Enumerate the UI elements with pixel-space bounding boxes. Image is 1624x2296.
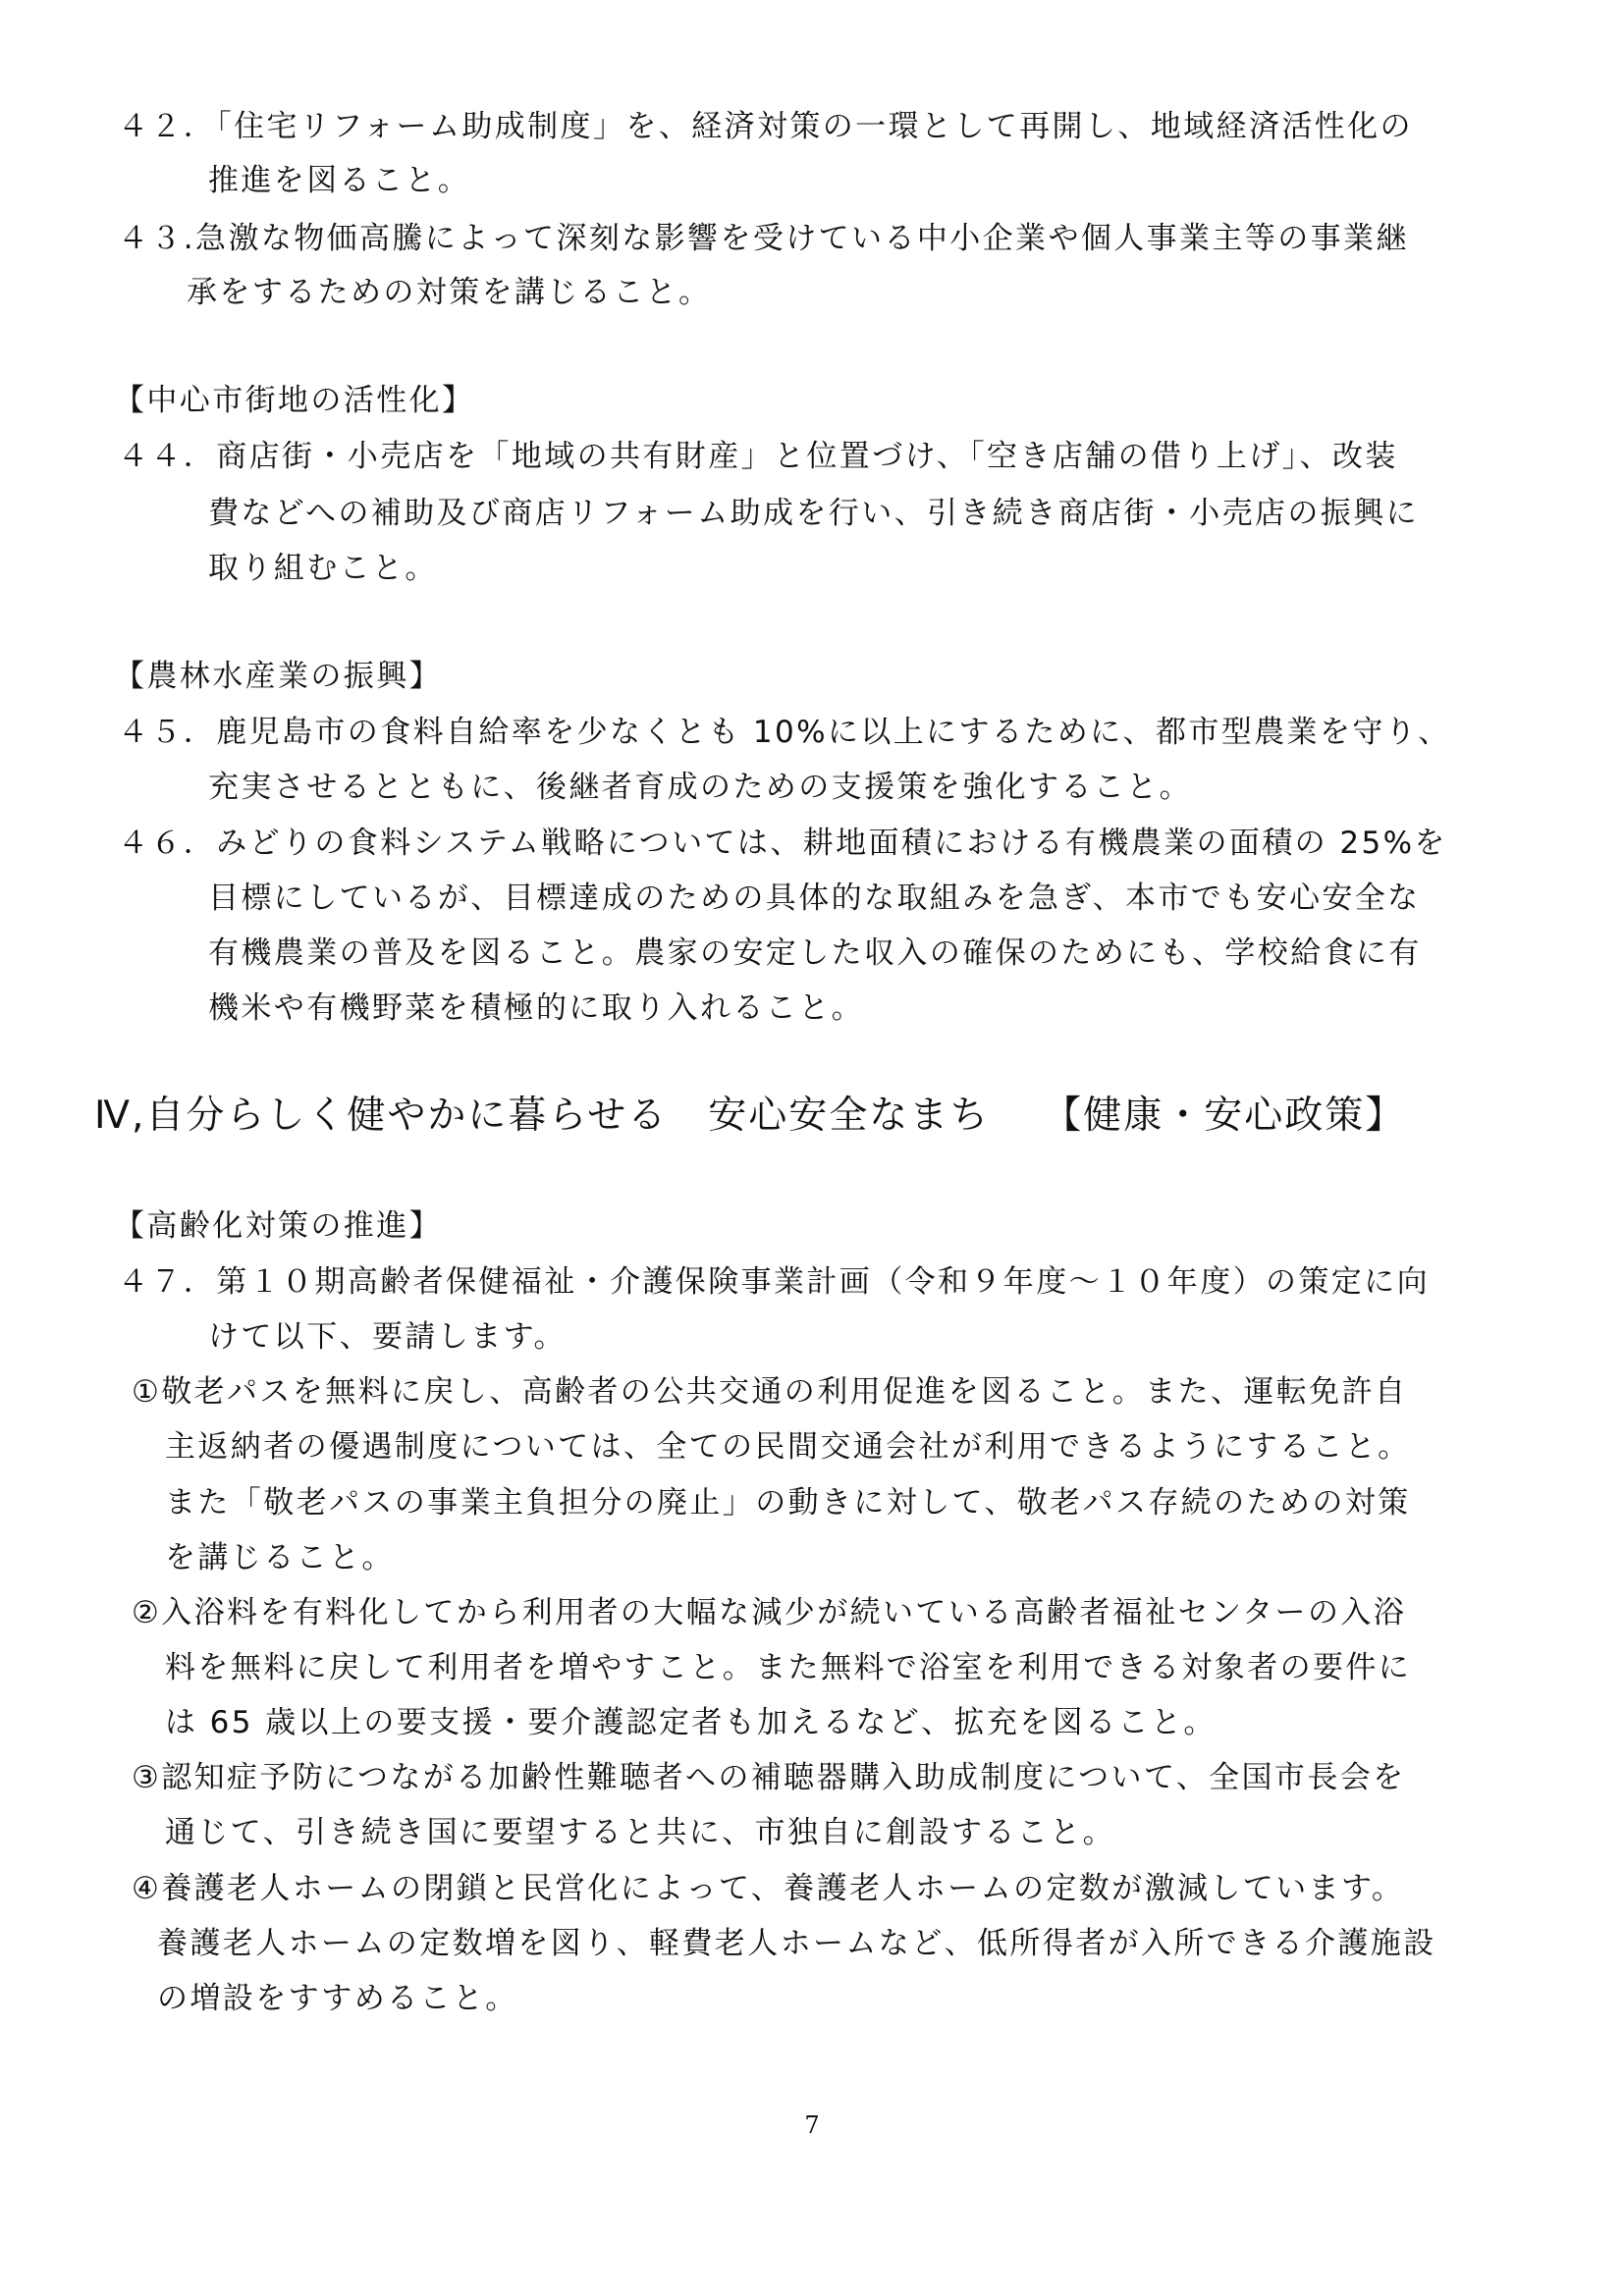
item-45-line-2: 充実させるとともに、後継者育成のための支援策を強化すること。	[208, 770, 1192, 805]
item-46-line-2: 目標にしているが、目標達成のための具体的な取組みを急ぎ、本市でも安心安全な	[208, 881, 1421, 916]
chapter-title: Ⅳ,自分らしく健やかに暮らせる 安心安全なまち	[94, 1094, 991, 1138]
page-number: 7	[804, 2111, 820, 2139]
section-heading-agriculture: 【農林水産業の振興】	[114, 659, 442, 694]
subitem-2-line-1: ②入浴料を有料化してから利用者の大幅な減少が続いている高齢者福祉センターの入浴	[132, 1595, 1407, 1630]
subitem-4-line-3: の増設をすすめること。	[157, 1981, 518, 2016]
item-46-line-3: 有機農業の普及を図ること。農家の安定した収入の確保のためにも、学校給食に有	[208, 935, 1422, 971]
subitem-1-line-3: また「敬老パスの事業主負担分の廃止」の動きに対して、敬老パス存続のための対策	[165, 1485, 1411, 1521]
subitem-2-line-2: 料を無料に戻して利用者を増やすこと。また無料で浴室を利用できる対象者の要件に	[165, 1650, 1412, 1685]
subitem-1-line-1: ①敬老パスを無料に戻し、高齢者の公共交通の利用促進を図ること。また、運転免許自	[132, 1374, 1408, 1410]
subitem-2-line-3: は 65 歳以上の要支援・要介護認定者も加えるなど、拡充を図ること。	[165, 1705, 1217, 1740]
item-46-line-4: 機米や有機野菜を積極的に取り入れること。	[208, 990, 864, 1026]
item-44-line-2: 費などへの補助及び商店リフォーム助成を行い、引き続き商店街・小売店の振興に	[208, 496, 1420, 531]
section-heading-aging: 【高齢化対策の推進】	[114, 1208, 442, 1244]
item-42-line-1: ４２．「住宅リフォーム助成制度」を、経済対策の一環として再開し、地域経済活性化の	[118, 109, 1413, 144]
item-44-line-1: ４４．商店街・小売店を「地域の共有財産」と位置づけ、「空き店舗の借り上げ」、改装	[118, 439, 1398, 474]
item-43-line-2: 承をするための対策を講じること。	[187, 275, 712, 310]
item-45-line-1: ４５．鹿児島市の食料自給率を少なくとも 10%に以上にするために、都市型農業を守り、	[118, 715, 1451, 750]
chapter-heading	[94, 1092, 1405, 1141]
item-47-line-2: けて以下、要請します。	[208, 1319, 567, 1355]
item-44-line-3: 取り組むこと。	[208, 551, 438, 586]
item-43-line-1: ４３.急激な物価高騰によって深刻な影響を受けている中小企業や個人事業主等の事業継	[118, 221, 1409, 256]
item-47-line-1: ４７．第１０期高齢者保健福祉・介護保険事業計画（令和９年度～１０年度）の策定に向	[118, 1264, 1430, 1300]
subitem-1-line-4: を講じること。	[165, 1540, 395, 1575]
subitem-4-line-1: ④養護老人ホームの閉鎖と民営化によって、養護老人ホームの定数が激減しています。	[132, 1871, 1405, 1906]
subitem-3-line-1: ③認知症予防につながる加齢性難聴者への補聴器購入助成制度について、全国市長会を	[132, 1760, 1406, 1795]
subitem-1-line-2: 主返納者の優遇制度については、全ての民間交通会社が利用できるようにすること。	[165, 1429, 1411, 1465]
subitem-4-line-2: 養護老人ホームの定数増を図り、軽費老人ホームなど、低所得者が入所できる介護施設	[157, 1926, 1436, 1961]
subitem-3-line-2: 通じて、引き続き国に要望すると共に、市独自に創設すること。	[165, 1815, 1115, 1850]
chapter-policy-label: 【健康・安心政策】	[1043, 1094, 1406, 1138]
item-42-line-2: 推進を図ること。	[208, 163, 471, 198]
item-46-line-1: ４６．みどりの食料システム戦略については、耕地面積における有機農業の面積の 25%を	[118, 826, 1447, 861]
section-heading-central-city: 【中心市街地の活性化】	[114, 383, 475, 418]
